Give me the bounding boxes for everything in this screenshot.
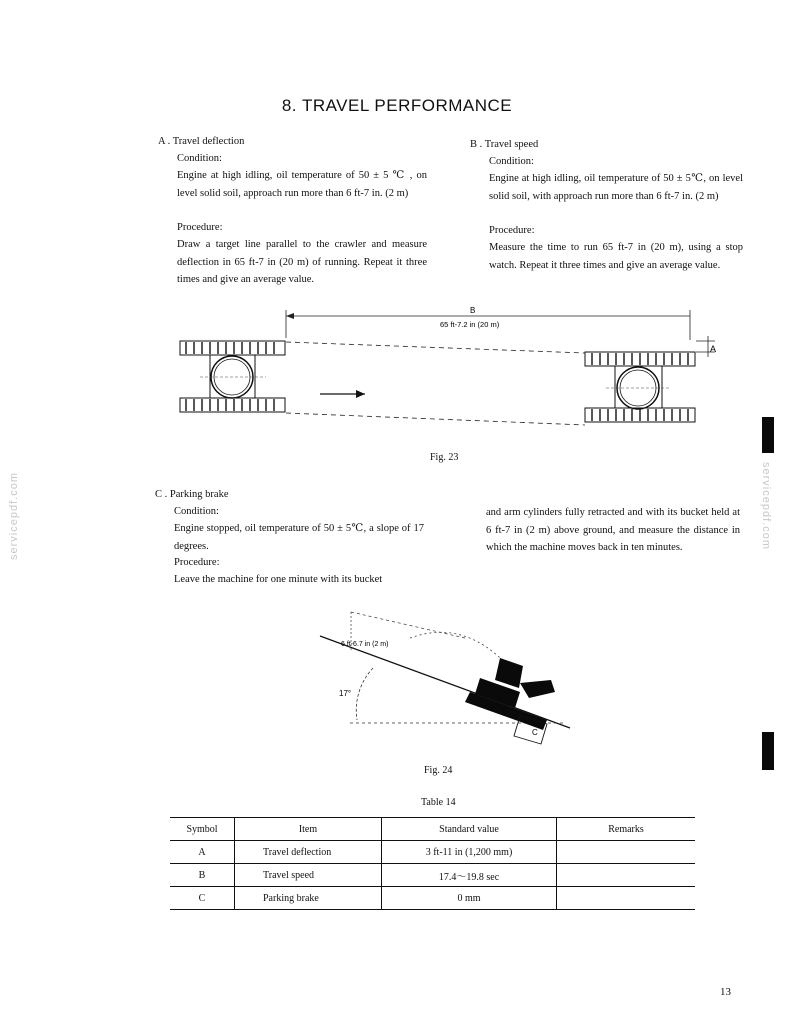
header-item: Item [235, 818, 382, 841]
cell-symbol: C [170, 887, 235, 910]
left-track-bottom [180, 398, 285, 412]
section-a-heading: A . Travel deflection [158, 136, 245, 147]
section-b-condition-label: Condition: [489, 156, 534, 167]
fig24-caption: Fig. 24 [424, 765, 453, 776]
cell-item: Travel speed [235, 864, 382, 887]
fig24-excavator-icon [465, 658, 555, 730]
cell-remarks [557, 887, 696, 910]
fig23-track-line-top [286, 342, 585, 353]
section-c-heading: C . Parking brake [155, 489, 229, 500]
page-title: 8. TRAVEL PERFORMANCE [281, 96, 513, 115]
fig24-slope-diagram [315, 608, 595, 758]
cell-value: 0 mm [382, 887, 557, 910]
cell-symbol: B [170, 864, 235, 887]
cell-remarks [557, 841, 696, 864]
spec-table-wrapper [170, 817, 695, 910]
watermark-right: servicepdf.com [759, 462, 772, 550]
fig23-arrow-left [286, 313, 294, 319]
left-track-top [180, 341, 285, 355]
cell-remarks [557, 864, 696, 887]
section-b-condition-text: Engine at high idling, oil temperature of 50 ± 5℃, on level solid soil, with approach run more than 6 ft-7 in. (2 m) [489, 173, 743, 202]
fig24-angle-label: 17° [339, 689, 352, 698]
table-row [170, 887, 695, 910]
section-a-procedure-label: Procedure: [177, 222, 223, 233]
watermark-left: servicepdf.com [7, 472, 20, 560]
fig23-dimension-label: 65 ft-7.2 in (20 m) [440, 320, 500, 329]
fig24-angle-arc [356, 668, 373, 720]
section-c-procedure-label: Procedure: [174, 557, 220, 568]
header-remarks: Remarks [557, 818, 696, 841]
section-b-heading: B . Travel speed [470, 139, 539, 150]
edge-tab-marker-upper [762, 417, 774, 453]
fig23-label-a: A [710, 344, 717, 354]
header-symbol: Symbol [170, 818, 235, 841]
fig24-height-label: 6 ft-6.7 in (2 m) [341, 641, 389, 648]
table-row [170, 841, 695, 864]
section-b-procedure-label: Procedure: [489, 225, 535, 236]
table-row [170, 864, 695, 887]
fig24-label-c: C [532, 728, 538, 737]
table-caption: Table 14 [421, 797, 456, 808]
cell-value: 17.4～19.8 sec [382, 864, 557, 887]
section-a-condition-label: Condition: [177, 153, 222, 164]
cell-value: 3 ft-11 in (1,200 mm) [382, 841, 557, 864]
fig23-track-line-bottom [286, 413, 585, 425]
section-c-procedure-text: Leave the machine for one minute with its bucket [174, 574, 383, 585]
cell-item: Travel deflection [235, 841, 382, 864]
header-standard-value: Standard value [382, 818, 557, 841]
edge-tab-marker-lower [762, 732, 774, 770]
table-header-row [170, 818, 695, 841]
fig23-travel-diagram [170, 300, 730, 440]
section-c-condition-label: Condition: [174, 506, 219, 517]
fig23-label-b: B [470, 306, 476, 315]
section-a-procedure-text: Draw a target line parallel to the crawler and measure deflection in 65 ft-7 in (20 m) of running. Repeat it three times and give an average value. [177, 239, 427, 285]
page-number: 13 [720, 986, 731, 998]
cell-item: Parking brake [235, 887, 382, 910]
section-a-condition-text: Engine at high idling, oil temperature of 50 ± 5 ℃ , on level solid soil, approach run more than 6 ft-7 in. (2 m) [177, 170, 427, 199]
fig23-caption: Fig. 23 [430, 452, 459, 463]
section-b-procedure-text: Measure the time to run 65 ft-7 in (20 m), using a stop watch. Repeat it three times and give an average value. [489, 242, 743, 271]
cell-symbol: A [170, 841, 235, 864]
spec-table [170, 818, 695, 910]
section-c-continued-text: and arm cylinders fully retracted and with its bucket held at 6 ft-7 in (2 m) above ground, and measure the distance in which the machine moves back in ten minutes. [486, 507, 740, 553]
section-c-condition-text: Engine stopped, oil temperature of 50 ± 5℃, a slope of 17 degrees. [174, 523, 424, 552]
